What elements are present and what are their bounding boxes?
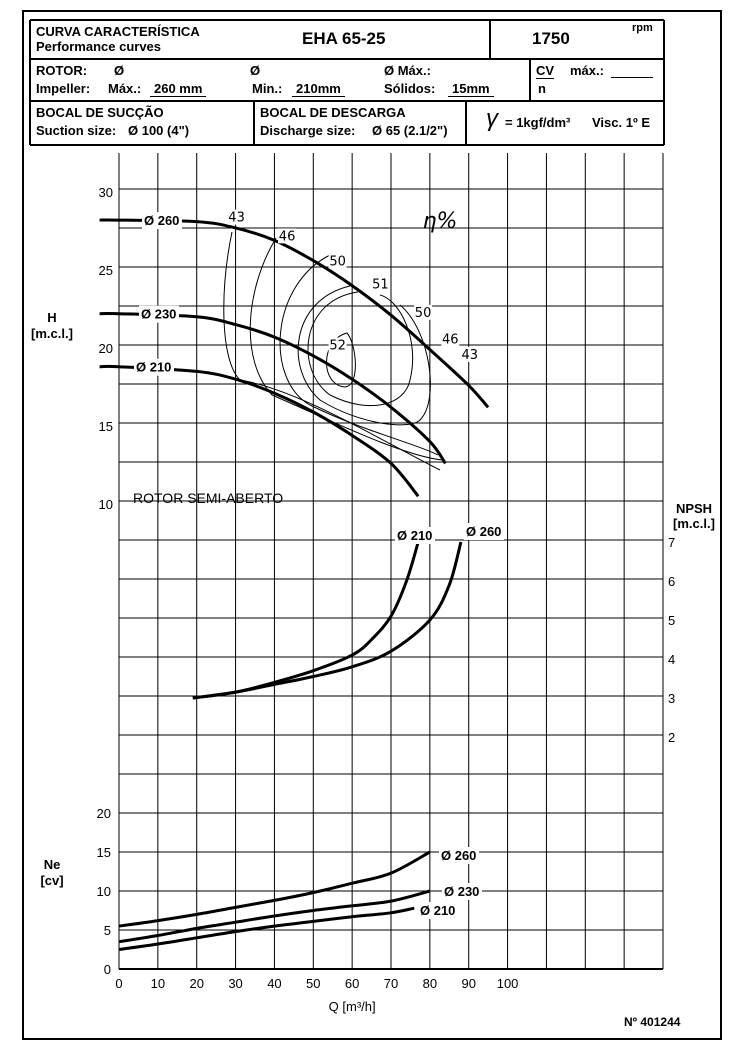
x-tick-label: 100 bbox=[496, 976, 519, 991]
h-tick-label: 25 bbox=[98, 263, 113, 278]
npsh-tick-label: 2 bbox=[668, 730, 676, 745]
x-axis-label: Q [m³/h] bbox=[328, 999, 376, 1014]
h-tick-label: 20 bbox=[98, 341, 113, 356]
ne-tick-label: 5 bbox=[103, 923, 111, 938]
power-label-260: Ø 260 bbox=[441, 848, 477, 863]
n-label: n bbox=[538, 81, 546, 96]
npsh-axis-label: NPSH bbox=[675, 501, 713, 516]
x-tick-label: 80 bbox=[422, 976, 438, 991]
npsh-label-260: Ø 260 bbox=[466, 524, 502, 539]
npsh-curve-210 bbox=[193, 542, 418, 698]
min-label: Min.: bbox=[252, 81, 283, 96]
ne-tick-label: 0 bbox=[103, 962, 111, 977]
efficiency-label: 46 bbox=[442, 332, 459, 348]
title-pt: CURVA CARACTERÍSTICA bbox=[36, 24, 200, 39]
efficiency-label: 51 bbox=[372, 277, 389, 293]
h-tick-label: 30 bbox=[98, 185, 113, 200]
discharge-value: Ø 65 (2.1/2") bbox=[372, 123, 448, 138]
chart-grid bbox=[119, 153, 663, 969]
diameter-symbol-1: Ø bbox=[114, 63, 125, 78]
diameter-symbol-2: Ø bbox=[250, 63, 261, 78]
solids-label: Sólidos: bbox=[384, 81, 436, 96]
density-value: = 1kgf/dm³ bbox=[505, 115, 571, 130]
efficiency-contour bbox=[308, 292, 413, 406]
rpm-unit: rpm bbox=[632, 22, 653, 34]
diameter-max-label: Ø Máx.: bbox=[384, 63, 431, 78]
chart-axes bbox=[31, 185, 715, 1014]
efficiency-contour bbox=[298, 286, 430, 425]
max-label: Máx.: bbox=[108, 81, 142, 96]
viscosity-value: Visc. 1º E bbox=[592, 115, 650, 130]
h-tick-label: 10 bbox=[98, 497, 113, 512]
efficiency-label: 43 bbox=[461, 347, 478, 363]
impeller-label: Impeller: bbox=[36, 81, 91, 96]
x-tick-label: 10 bbox=[150, 976, 166, 991]
npsh-curve-260 bbox=[193, 542, 461, 698]
x-tick-label: 60 bbox=[344, 976, 360, 991]
rotor-semi-aberto-note: ROTOR SEMI-ABERTO bbox=[133, 490, 284, 506]
ne-axis-unit: [cv] bbox=[40, 873, 64, 888]
npsh-tick-label: 7 bbox=[668, 535, 676, 550]
suction-label: Suction size: bbox=[36, 123, 117, 138]
header-table-lines bbox=[30, 20, 664, 145]
discharge-title: BOCAL DE DESCARGA bbox=[260, 105, 406, 120]
suction-value: Ø 100 (4") bbox=[128, 123, 190, 138]
max-value: 260 mm bbox=[150, 81, 206, 97]
solids-value: 15mm bbox=[448, 81, 494, 97]
x-tick-label: 50 bbox=[306, 976, 321, 991]
efficiency-label: 52 bbox=[329, 338, 346, 354]
power-label-230: Ø 230 bbox=[444, 884, 480, 899]
efficiency-label: 50 bbox=[329, 254, 346, 270]
pump-model: EHA 65-25 bbox=[302, 29, 386, 48]
head-label-210: Ø 210 bbox=[136, 359, 172, 375]
npsh-tick-label: 6 bbox=[668, 574, 676, 589]
power-curve-210 bbox=[119, 908, 414, 949]
head-label-260: Ø 260 bbox=[144, 213, 180, 229]
ne-axis-label: Ne bbox=[43, 857, 61, 872]
ne-tick-label: 10 bbox=[96, 884, 111, 899]
x-tick-label: 90 bbox=[461, 976, 476, 991]
power-label-210: Ø 210 bbox=[420, 903, 456, 918]
x-tick-label: 30 bbox=[228, 976, 243, 991]
x-tick-label: 0 bbox=[115, 976, 123, 991]
cv-max-label: máx.: bbox=[570, 63, 604, 78]
efficiency-label: 50 bbox=[414, 305, 432, 321]
npsh-tick-label: 3 bbox=[668, 691, 676, 706]
h-axis-unit: [m.c.l.] bbox=[31, 326, 73, 341]
specific-weight-symbol: γ bbox=[486, 105, 498, 132]
rpm-value: 1750 bbox=[532, 29, 570, 48]
x-tick-label: 20 bbox=[189, 976, 204, 991]
efficiency-title: η% bbox=[422, 209, 458, 234]
discharge-label: Discharge size: bbox=[260, 123, 356, 138]
title-en: Performance curves bbox=[36, 39, 162, 54]
head-curve-210 bbox=[100, 366, 419, 496]
h-axis-label: H bbox=[47, 310, 57, 325]
min-value: 210mm bbox=[292, 81, 345, 97]
npsh-tick-label: 5 bbox=[668, 613, 676, 628]
npsh-label-210: Ø 210 bbox=[397, 528, 433, 543]
ne-tick-label: 20 bbox=[96, 806, 111, 821]
h-tick-label: 15 bbox=[98, 419, 113, 434]
rotor-label: ROTOR: bbox=[36, 63, 88, 78]
cv-label: CV bbox=[536, 63, 555, 78]
head-label-230: Ø 230 bbox=[141, 306, 177, 322]
efficiency-label: 46 bbox=[278, 229, 296, 245]
efficiency-label: 43 bbox=[228, 210, 245, 226]
npsh-axis-unit: [m.c.l.] bbox=[673, 516, 715, 531]
npsh-tick-label: 4 bbox=[668, 652, 676, 667]
x-tick-label: 40 bbox=[267, 976, 282, 991]
suction-title: BOCAL DE SUCÇÃO bbox=[36, 105, 164, 120]
document-number: Nº 401244 bbox=[624, 1015, 681, 1029]
ne-tick-label: 15 bbox=[96, 845, 111, 860]
x-tick-label: 70 bbox=[383, 976, 399, 991]
